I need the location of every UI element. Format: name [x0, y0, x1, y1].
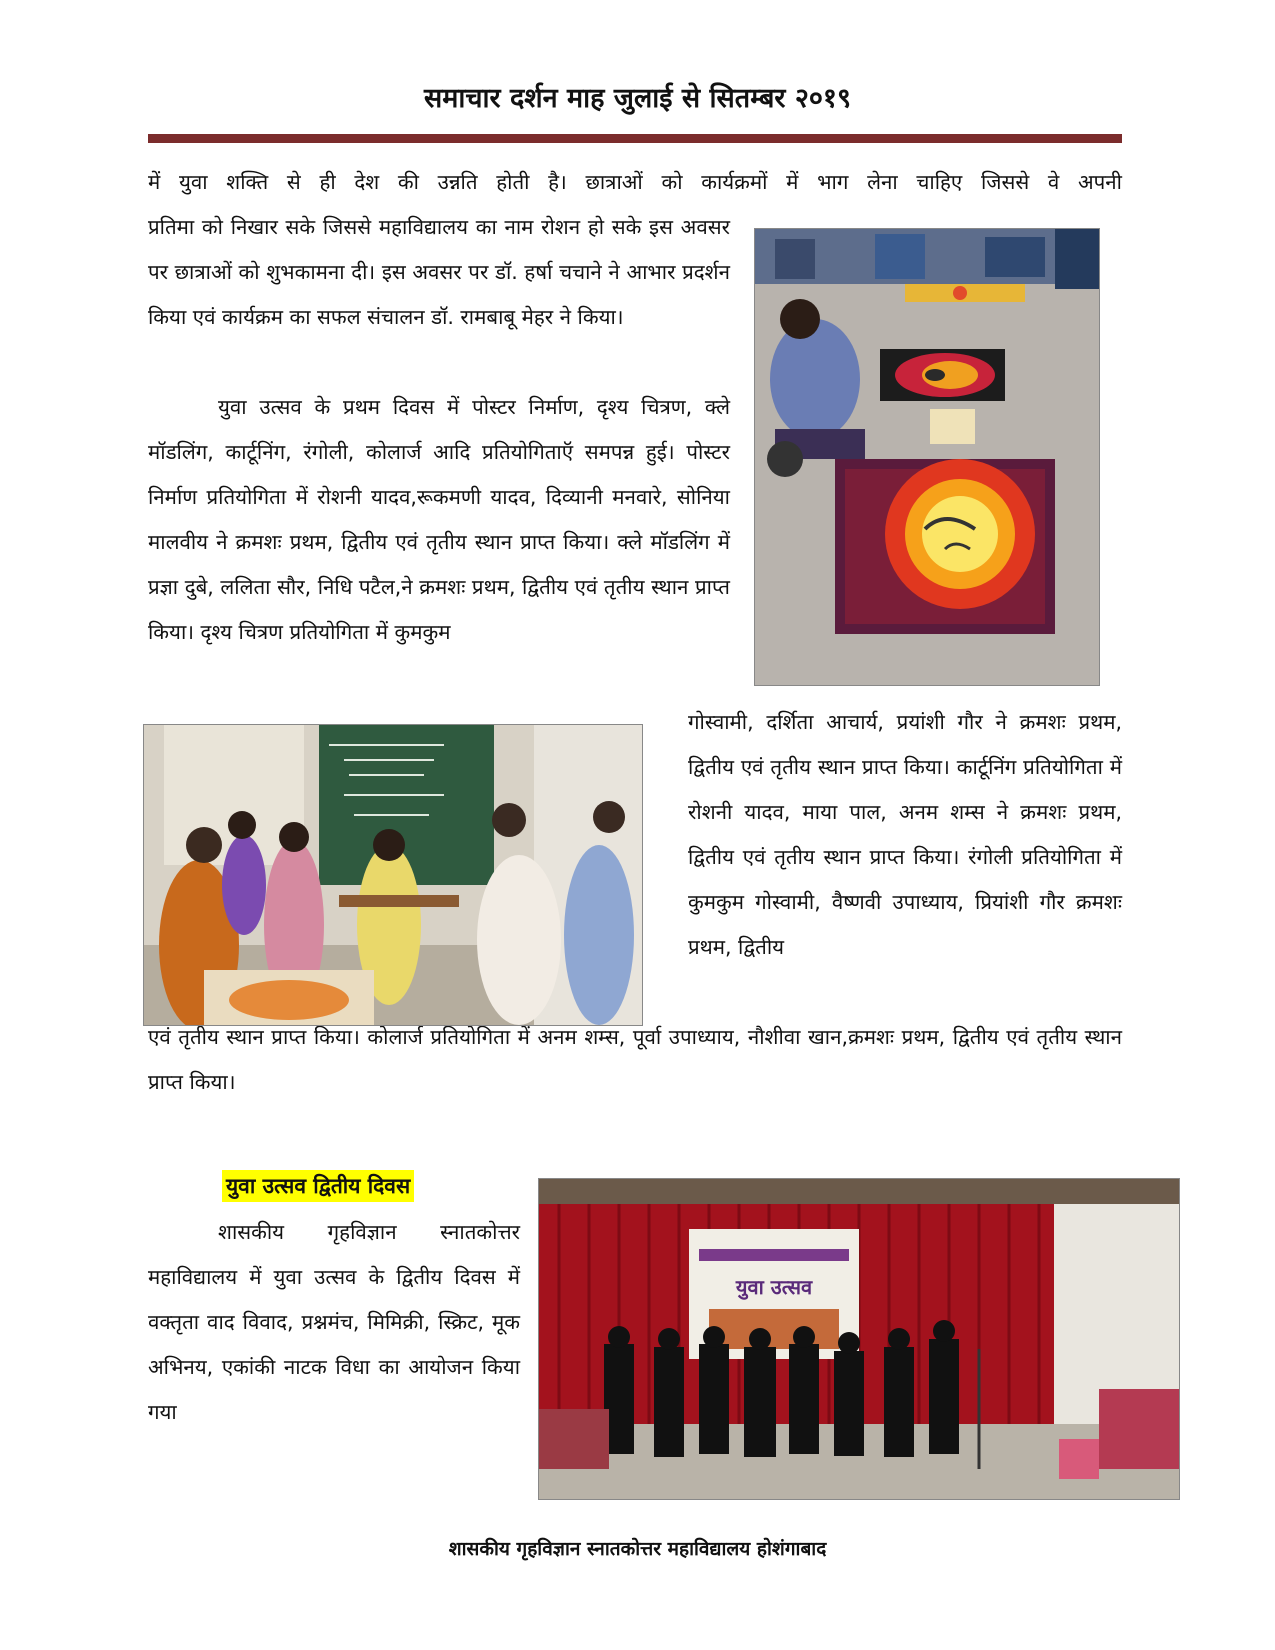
- paragraph-intro-continued: प्रतिमा को निखार सके जिससे महाविद्यालय का नाम रोशन हो सके इस अवसर पर छात्राओं को शुभकामना दी। इस अवसर पर डॉ. हर्षा चचाने ने आभार प्रदर्शन किया एवं कार्यक्रम का सफल संचालन डॉ. रामबाबू मेहर ने किया।: [148, 215, 730, 329]
- header-divider: [148, 134, 1122, 143]
- paragraph-first-day-bottom: एवं तृतीय स्थान प्राप्त किया। कोलार्ज प्रतियोगिता में अनम शम्स, पूर्वा उपाध्याय, नौशीवा खान,क्रमशः प्रथम, द्वितीय एवं तृतीय स्थान प्राप्त किया।: [148, 1025, 1122, 1094]
- classroom-photo: [143, 724, 643, 1026]
- paragraph-first-day-left: युवा उत्सव के प्रथम दिवस में पोस्टर निर्माण, दृश्य चित्रण, क्ले मॉडलिंग, कार्टूनिंग, रंगोली, कोलार्ज आदि प्रतियोगिताऍ समपन्न हुई। पोस्टर निर्माण प्रतियोगिता में रोशनी यादव,रूकमणी यादव, दिव्यानी मनवारे, सोनिया मालवीय ने क्रमशः प्रथम, द्वितीय एवं तृतीय स्थान प्राप्त किया। क्ले मॉडलिंग में प्रज्ञा दुबे, ललिता सौर, निधि पटैल,ने क्रमशः प्रथम, द्वितीय एवं तृतीय स्थान प्राप्त किया। दृश्य चित्रण प्रतियोगिता में कुमकुम: [148, 395, 730, 644]
- paragraph-intro-line: में युवा शक्ति से ही देश की उन्नति होती है। छात्राओं को कार्यक्रमों में भाग लेना चाहिए जिससे वे अपनी: [148, 170, 1122, 194]
- paragraph-second-day: शासकीय गृहविज्ञान स्नातकोत्तर महाविद्यालय में युवा उत्सव के द्वितीय दिवस में वक्तृता वाद विवाद, प्रश्नमंच, मिमिक्री, स्क्रिट, मूक अभिनय, एकांकी नाटक विधा का आयोजन किया गया: [148, 1220, 520, 1424]
- paragraph-first-day-right: गोस्वामी, दर्शिता आचार्य, प्रयांशी गौर ने क्रमशः प्रथम, द्वितीय एवं तृतीय स्थान प्राप्त किया। कार्टूनिंग प्रतियोगिता में रोशनी यादव, माया पाल, अनम शम्स ने क्रमशः प्रथम, द्वितीय एवं तृतीय स्थान प्राप्त किया। रंगोली प्रतियोगिता में कुमकुम गोस्वामी, वैष्णवी उपाध्याय, प्रियांशी गौर क्रमशः प्रथम, द्वितीय: [688, 710, 1122, 959]
- page-title: समाचार दर्शन माह जुलाई से सितम्बर २०१९: [423, 83, 851, 114]
- section-heading-second-day: युवा उत्सव द्वितीय दिवस: [222, 1170, 414, 1202]
- stage-photo: [538, 1178, 1180, 1500]
- footer-college-name: शासकीय गृहविज्ञान स्नातकोत्तर महाविद्यालय होशंगाबाद: [448, 1538, 827, 1560]
- banner-word: युवा उत्सव: [735, 1275, 813, 1299]
- rangoli-photo: [754, 228, 1100, 686]
